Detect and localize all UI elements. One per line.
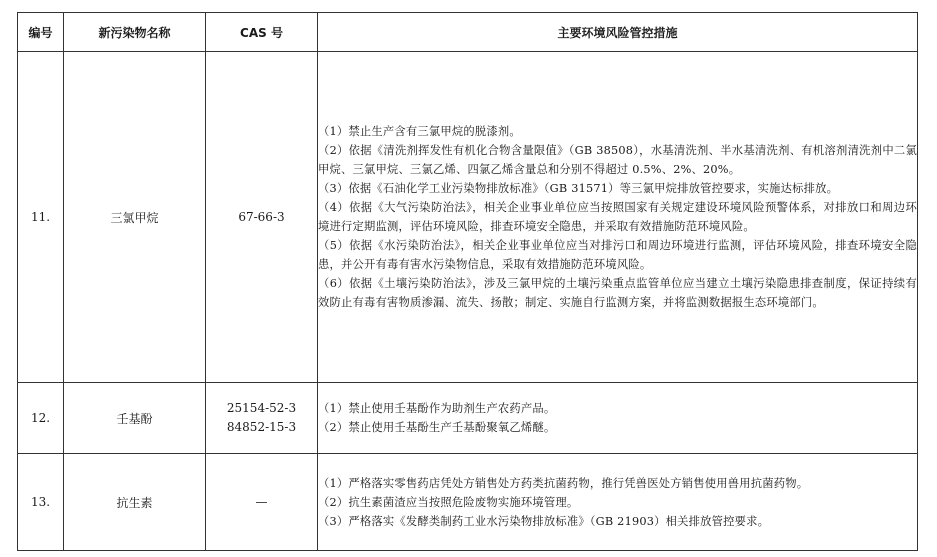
pollutant-name: 壬基酚: [64, 383, 206, 454]
header-number: 编号: [18, 13, 64, 52]
measure-item: （2）依据《清洗剂挥发性有机化合物含量限值》（GB 38508），水基清洗剂、半水基清洗剂、有机溶剂清洗剂中二氯甲烷、三氯甲烷、三氯乙烯、四氯乙烯含量总和分别不得超过 0.5%、2%、20%。: [318, 144, 917, 176]
pollutant-name: 三氯甲烷: [64, 52, 206, 383]
header-pollutant-name: 新污染物名称: [64, 13, 206, 52]
control-measures: [318, 52, 918, 383]
control-measures: [318, 383, 918, 454]
header-control-measures: 主要环境风险管控措施: [318, 13, 918, 52]
cas-number: [206, 454, 318, 551]
row-number: 11.: [18, 52, 64, 383]
measure-item: （3）依据《石油化学工业污染物排放标准》（GB 31571）等三氯甲烷排放管控要求，实施达标排放。: [318, 182, 839, 195]
header-cas-number: CAS 号: [206, 13, 318, 52]
pollutant-measures-table: [17, 12, 918, 551]
measure-item: （1）禁止生产含有三氯甲烷的脱漆剂。: [318, 125, 521, 138]
cas-number: [206, 383, 318, 454]
measure-item: （3）严格落实《发酵类制药工业水污染物排放标准》（GB 21903）相关排放管控要求。: [318, 514, 770, 528]
cas-value: 67-66-3: [238, 209, 285, 224]
measure-item: （4）依据《大气污染防治法》，相关企业事业单位应当按照国家有关规定建设环境风险预警体系，对排放口和周边环境进行定期监测，评估环境风险，排查环境安全隐患，并采取有效措施防范环境风险。: [318, 201, 917, 233]
row-number: 13.: [18, 454, 64, 551]
measure-item: （2）抗生素菌渣应当按照危险废物实施环境管理。: [318, 495, 579, 509]
cas-number: [206, 52, 318, 383]
control-measures: [318, 454, 918, 551]
pollutant-name: 抗生素: [64, 454, 206, 551]
cas-value: —: [255, 494, 268, 509]
table-row: [18, 52, 918, 383]
measure-item: （1）禁止使用壬基酚作为助剂生产农药产品。: [318, 402, 556, 415]
measure-item: （1）严格落实零售药店凭处方销售处方药类抗菌药物，推行凭兽医处方销售使用兽用抗菌药物。: [318, 476, 809, 490]
measure-item: （5）依据《水污染防治法》，相关企业事业单位应当对排污口和周边环境进行监测，评估环境风险，排查环境安全隐患，并公开有毒有害水污染物信息，采取有效措施防范环境风险。: [318, 239, 917, 271]
table-row: [18, 454, 918, 551]
measure-item: （6）依据《土壤污染防治法》，涉及三氯甲烷的土壤污染重点监管单位应当建立土壤污染隐患排查制度，保证持续有效防止有毒有害物质渗漏、流失、扬散；制定、实施自行监测方案，并将监测数据报生态环境部门。: [318, 277, 917, 309]
row-number: 12.: [18, 383, 64, 454]
cas-value: 84852-15-3: [226, 420, 297, 434]
cas-value: 25154-52-3: [226, 401, 297, 415]
header-row: [18, 13, 918, 52]
measure-item: （2）禁止使用壬基酚生产壬基酚聚氧乙烯醚。: [318, 421, 556, 434]
table-row: [18, 383, 918, 454]
